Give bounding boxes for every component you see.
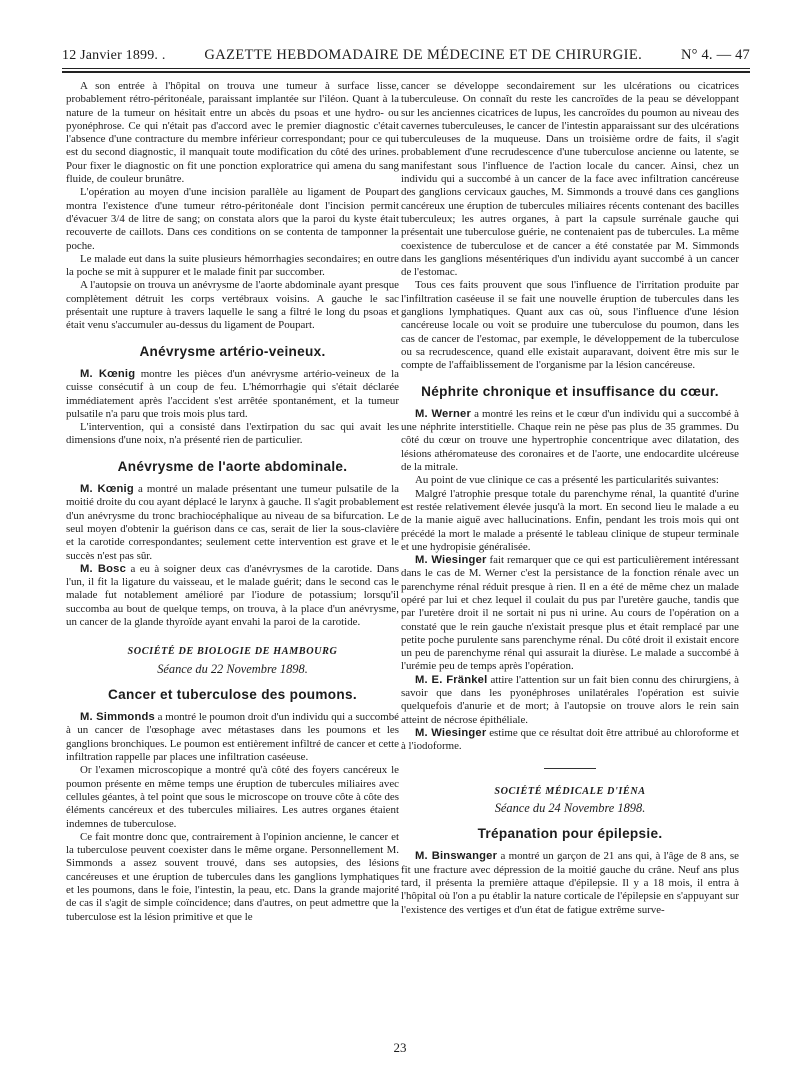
author-name: M. Wiesinger: [415, 726, 487, 739]
paragraph: Tous ces faits prouvent que sous l'influence de l'irritation produite par l'infiltration caséeuse il se fait une nouvelle éruption de tubercules dans les ganglions lymphatiques. Quant aux cas où, sous l'influence d'une lésion cancéreuse locale ou voit se produire une tuberculose du poumon, dans les cas de cancer de l'estomac, par exemple, le développement de la tuberculose ou sa recrudescence, quand elle existait auparavant, doivent être mis sur le compte de l'affaiblissement de l'organisme par la lésion cancéreuse.: [401, 279, 739, 372]
author-name: M. Binswanger: [415, 850, 498, 863]
right-column: [401, 80, 739, 917]
society-name: SOCIÉTÉ DE BIOLOGIE DE HAMBOURG: [127, 646, 338, 658]
section-divider: [544, 768, 596, 769]
paragraph: [401, 674, 739, 727]
paragraph-text: a montré un garçon de 21 ans qui, à l'âge de 8 ans, se fit une fracture avec dépression de la moitié gauche du crâne. Neuf ans plus tard, il présenta la première attaque d'épilepsie. Il y a 18 mois, il entra à l'hôpital où l'on a pu établir la nature corticale de l'épilepsie en s'appuyant sur l'existence des vertiges et d'un état de fatigue extrême surve-: [401, 850, 739, 916]
paragraph-text: a eu à soigner deux cas d'anévrysmes de la carotide. Dans l'un, il fit la ligature du vaisseau, et le malade guérit; dans le second cas le malade fut notablement amélioré par l'iodure de potassium; lorsqu'il succomba au bout de quelque temps, on trouva, à la place d'un anévrysme, un cancer de la glande thyroïde ayant envahi la paroi de la carotide.: [66, 562, 400, 628]
paragraph: [401, 850, 739, 916]
section-heading: Trépanation pour épilepsie.: [477, 826, 663, 842]
paragraph: Au point de vue clinique ce cas a présenté les particularités suivantes:: [415, 474, 719, 487]
header-date: 12 Janvier 1899. .: [62, 48, 166, 63]
paragraph: Le malade eut dans la suite plusieurs hémorrhagies secondaires; en outre la poche se mit à suppurer et le malade finit par succomber.: [66, 252, 399, 279]
author-name: M. Kœnig: [80, 483, 134, 496]
paragraph-text: estime que ce résultat doit être attribué au chloroforme et à l'iodoforme.: [401, 726, 739, 753]
paragraph-text: a montré un malade présentant une tumeur pulsatile de la moitié droite du cou ayant déplacé le larynx à gauche. Il s'agit probablement d'un anévrysme du tronc brachiocéphalique au niveau de sa bifurcation. Le seul moyen d'obtenir la guérison dans ce cas, serait de lier la sous-clavière et la carotide correspondantes; seulement cette intervention est grave et le succès n'est pas sûr.: [66, 483, 399, 562]
paragraph-text: fait remarquer que ce qui est particulièrement intéressant dans le cas de M. Werner c'est la persistance de la fonction rénale avec un parenchyme rénal réduit presque à rien. Il en a été de même chez un malade opéré par lui et chez lequel il coulait du pus par l'uretère gauche, tandis que par l'uretère droit il ne sortait ni pus ni urine. Au cours de l'opération on a constaté que le rein gauche n'existait presque plus et était remplacé par une petite poche purulente sans parenchyme rénal. Du côté droit il existait encore un peu de parenchyme rénal qui assurait la diurèse. Le malade a succombé à l'urémie peu de temps après l'opération.: [401, 554, 739, 673]
paragraph-text: montre les pièces d'un anévrysme artério-veineux de la cuisse consécutif à un coup de feu. L'hémorrhagie qui s'était déclarée immédiatement après l'accident s'est arrêtée spontanément, et la tumeur pulsatile n'a paru que trois mois plus tard.: [66, 367, 399, 420]
paragraph: [66, 711, 399, 764]
paragraph: [66, 368, 399, 421]
author-name: M. Simmonds: [80, 711, 155, 724]
paragraph: L'intervention, qui a consisté dans l'extirpation du sac qui avait les dimensions d'une noix, n'a présenté rien de particulier.: [66, 421, 399, 447]
session-date: Séance du 24 Novembre 1898.: [494, 800, 646, 815]
paragraph-text: a montré le poumon droit d'un individu qui a succombé à un cancer de l'œsophage avec métastases dans les poumons et les ganglions bronchiques. Le poumon est entièrement infiltré de cancer et cette infiltration rappelle par places une infiltration caséeuse.: [66, 711, 399, 764]
author-name: M. Bosc: [80, 562, 127, 575]
paragraph: [66, 483, 399, 563]
paragraph-text: a montré les reins et le cœur d'un individu qui a succombé à une néphrite interstitielle. Chaque rein ne pèse pas plus de 35 grammes. Du côté du cœur on trouve une hypertrophie concentrique avec dilatation, des lésions athéromateuse des coronaires et de l'aorte, une endocardite ulcéreuse de la mitrale.: [401, 407, 739, 474]
author-name: M. Wiesinger: [415, 554, 487, 567]
paragraph: Or l'examen microscopique a montré qu'à côté des foyers cancéreux le poumon présente en même temps une éruption de tubercules miliaires avec cellules géantes, à tel point que sous le microscope on trouve côte à côte des éléments cancéreux et des tubercules miliaires. Les autres organes étaient indemnes de tuberculose.: [66, 764, 399, 830]
left-column: [66, 80, 399, 924]
section-heading: Cancer et tuberculose des poumons.: [108, 686, 357, 702]
section-heading: Anévrysme de l'aorte abdominale.: [117, 458, 348, 474]
society-name: SOCIÉTÉ MÉDICALE D'IÉNA: [494, 785, 646, 797]
paragraph: [401, 727, 739, 754]
paragraph: Malgré l'atrophie presque totale du parenchyme rénal, la quantité d'urine est restée relativement élevée jusqu'à la mort. En second lieu le malade a eu de la manie aiguë avec hallucinations. Enfin, pendant les trois mois qui ont précédé la mort le malade a présenté le tableau clinique de stupeur terminale et une hydropisie généralisée.: [401, 487, 739, 553]
paragraph: [401, 554, 739, 674]
session-date: Séance du 22 Novembre 1898.: [157, 661, 308, 676]
header-rule: [62, 68, 750, 69]
author-name: M. Kœnig: [80, 367, 136, 380]
section-heading: Anévrysme artério-veineux.: [139, 343, 326, 359]
paragraph: A son entrée à l'hôpital on trouva une tumeur à surface lisse, probablement rétro-péritonéale, paraissant implantée sur l'iléon. Quant à la nature de la tumeur on hésitait entre un abcès du psoas et une hydro- ou pyonéphrose. Ce qui n'était pas d'accord avec le premier diagnostic c'était l'absence d'une contracture du membre inférieur correspondant; pour ce qui est du second diagnostic, il manquait toute modification du côté des urines. Pour fixer le diagnostic on fit une ponction exploratrice qui amena du sang fluide, de couleur brunâtre.: [66, 80, 399, 186]
paragraph: [401, 408, 739, 474]
paragraph: [66, 563, 399, 629]
journal-title: GAZETTE HEBDOMADAIRE DE MÉDECINE ET DE CHIRURGIE.: [204, 47, 643, 63]
paragraph-text: attire l'attention sur un fait bien connu des chirurgiens, à savoir que dans les pyonéphroses unilatérales l'opération est suivie quelquefois d'anurie et de mort; à l'autopsie on trouve alors le rein sain atteint de nécrose épithéliale.: [401, 673, 739, 726]
paragraph: cancer se développe secondairement sur les ulcérations ou cicatrices tuberculeuse. On connaît du reste les cancroïdes de la peau se développant sur les anciennes cicatrices de lupus, les cancroïdes du poumon au niveau des cavernes tuberculeuses, le cancer de l'intestin apparaissant sur des ulcérations tuberculeuses de la muqueuse. Dans un troisième ordre de faits, il s'agit probablement d'une recrudescence d'une tuberculose ancienne ou latente, se manifestant sous l'influence de l'action locale du cancer. Ainsi, chez un individu qui a succombé à un cancer de la face avec infiltration cancéreuse des ganglions cervicaux gauches, M. Simmonds a trouvé dans ces ganglions cancéreux une éruption de tubercules miliaires récents contenant des bacilles tuberculeux; les autres organes, à part la capsule surrénale gauche qui présentait une tuberculose guérie, ne contenaient pas de tubercules. La même coexistence de tuberculose et de cancer a été constatée par M. Simmonds dans les ganglions mésentériques d'un individu ayant succombé à un cancer de l'estomac.: [401, 80, 739, 279]
header-rule-thick: [62, 71, 750, 73]
paragraph: A l'autopsie on trouva un anévrysme de l'aorte abdominale ayant presque complètement détruit les corps vertébraux voisins. A gauche le sac présentait une rupture à travers laquelle le sang a filtré le long du psoas et était venu s'accumuler au-dessus du ligament de Poupart.: [66, 279, 399, 332]
paragraph: Ce fait montre donc que, contrairement à l'opinion ancienne, le cancer et la tuberculose peuvent coexister dans le même organe. Personnellement M. Simmonds a assez souvent trouvé, dans ses autopsies, des lésions cancéreuses et une éruption de tubercules dans les ganglions lymphatiques et les poumons, dans le foie, l'intestin, la peau, etc. Dans la grande majorité de cas il s'agit de simple coïncidence; dans d'autres, on peut admettre que la tuberculose est la lésion primitive et que le: [66, 830, 399, 923]
author-name: M. Werner: [415, 407, 472, 420]
page-number: 23: [393, 1040, 407, 1055]
section-heading: Néphrite chronique et insuffisance du cœur.: [421, 383, 719, 399]
author-name: M. E. Fränkel: [415, 673, 488, 686]
issue-number: N° 4. — 47: [680, 47, 750, 63]
running-header: [62, 38, 750, 64]
paragraph: L'opération au moyen d'une incision parallèle au ligament de Poupart montra l'existence d'une tumeur rétro-péritonéale dont l'incision permit d'évacuer 3/4 de litre de sang; on constata alors que la paroi du kyste était recouverte de caillots. Dans ces conditions on se contenta de tamponner la poche.: [66, 186, 399, 252]
